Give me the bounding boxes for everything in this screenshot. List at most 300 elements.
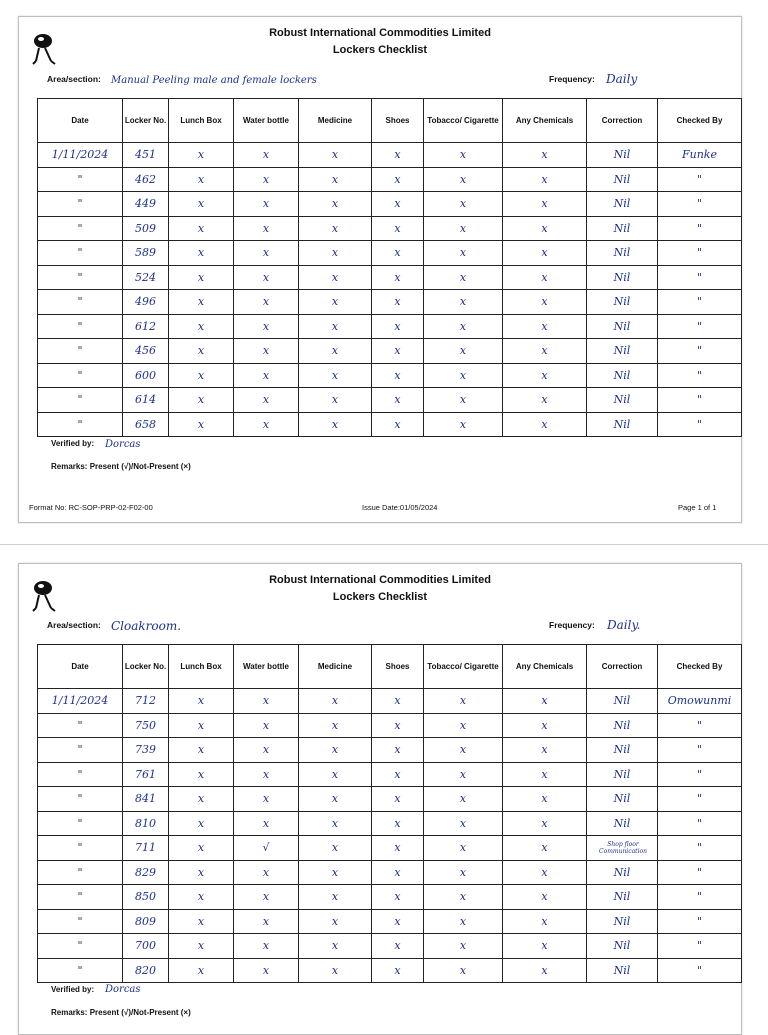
cell-checked-by: " — [658, 314, 742, 339]
column-header-correction: Correction — [587, 645, 658, 689]
cell-shoes: x — [372, 885, 424, 910]
cell-water-bottle: x — [234, 909, 299, 934]
cell-date: " — [38, 363, 123, 388]
cell-shoes: x — [372, 216, 424, 241]
column-header-medicine: Medicine — [299, 645, 372, 689]
table-row — [38, 241, 742, 266]
cell-correction: Nil — [587, 143, 658, 168]
column-header-tobacco: Tobacco/ Cigarette — [424, 645, 503, 689]
cell-correction: Nil — [587, 167, 658, 192]
cell-shoes: x — [372, 860, 424, 885]
cell-date: " — [38, 958, 123, 983]
cell-lunch-box: x — [169, 314, 234, 339]
cell-tobacco: x — [424, 314, 503, 339]
column-header-medicine: Medicine — [299, 99, 372, 143]
table-body — [38, 143, 742, 437]
cell-date: 1/11/2024 — [38, 143, 123, 168]
cell-chemicals: x — [503, 836, 587, 861]
cell-water-bottle: x — [234, 934, 299, 959]
cell-chemicals: x — [503, 216, 587, 241]
cell-locker-no: 761 — [123, 762, 169, 787]
table-header-row — [38, 99, 742, 143]
table-row — [38, 363, 742, 388]
cell-water-bottle: x — [234, 713, 299, 738]
table-row — [38, 192, 742, 217]
cell-date: " — [38, 787, 123, 812]
cell-checked-by: " — [658, 934, 742, 959]
cell-locker-no: 509 — [123, 216, 169, 241]
cell-checked-by: Omowunmi — [658, 689, 742, 714]
cell-date: " — [38, 167, 123, 192]
cell-locker-no: 456 — [123, 339, 169, 364]
cell-medicine: x — [299, 216, 372, 241]
cell-correction: Nil — [587, 762, 658, 787]
cell-date: " — [38, 738, 123, 763]
frequency-value: Daily. — [607, 618, 641, 632]
cell-lunch-box: x — [169, 909, 234, 934]
cell-shoes: x — [372, 787, 424, 812]
cell-lunch-box: x — [169, 388, 234, 413]
cell-tobacco: x — [424, 192, 503, 217]
area-label: Area/section: — [47, 74, 101, 84]
cell-shoes: x — [372, 167, 424, 192]
cell-date: " — [38, 885, 123, 910]
cell-date: " — [38, 762, 123, 787]
cell-date: " — [38, 314, 123, 339]
cell-water-bottle: x — [234, 167, 299, 192]
cell-correction: Nil — [587, 363, 658, 388]
page-number: Page 1 of 1 — [678, 503, 717, 512]
cell-shoes: x — [372, 388, 424, 413]
cell-tobacco: x — [424, 836, 503, 861]
cell-water-bottle: x — [234, 339, 299, 364]
cell-checked-by: " — [658, 339, 742, 364]
cell-shoes: x — [372, 811, 424, 836]
column-header-locker-no: Locker No. — [123, 645, 169, 689]
cell-chemicals: x — [503, 713, 587, 738]
cell-shoes: x — [372, 836, 424, 861]
cell-shoes: x — [372, 689, 424, 714]
cell-water-bottle: x — [234, 388, 299, 413]
cell-tobacco: x — [424, 290, 503, 315]
table-row — [38, 836, 742, 861]
column-header-shoes: Shoes — [372, 99, 424, 143]
frequency-value: Daily — [606, 72, 638, 86]
cell-chemicals: x — [503, 241, 587, 266]
cell-correction: Nil — [587, 909, 658, 934]
cell-tobacco: x — [424, 787, 503, 812]
cell-chemicals: x — [503, 811, 587, 836]
cell-correction: Nil — [587, 290, 658, 315]
cell-checked-by: " — [658, 192, 742, 217]
cell-medicine: x — [299, 713, 372, 738]
cell-water-bottle: x — [234, 885, 299, 910]
table-body — [38, 689, 742, 983]
verified-label: Verified by: — [51, 439, 95, 448]
cell-checked-by: " — [658, 167, 742, 192]
cell-correction: Nil — [587, 738, 658, 763]
cell-water-bottle: x — [234, 216, 299, 241]
cell-lunch-box: x — [169, 363, 234, 388]
cell-correction: Nil — [587, 192, 658, 217]
locker-checklist-table — [37, 644, 742, 983]
cell-checked-by: " — [658, 958, 742, 983]
checklist-sheet-1 — [18, 16, 742, 523]
cell-correction: Nil — [587, 860, 658, 885]
locker-checklist-table — [37, 98, 742, 437]
table-row — [38, 958, 742, 983]
cell-date: " — [38, 290, 123, 315]
cell-correction: Nil — [587, 388, 658, 413]
cell-locker-no: 658 — [123, 412, 169, 437]
cell-lunch-box: x — [169, 689, 234, 714]
table-row — [38, 885, 742, 910]
cell-locker-no: 589 — [123, 241, 169, 266]
cell-tobacco: x — [424, 811, 503, 836]
table-row — [38, 762, 742, 787]
cell-shoes: x — [372, 265, 424, 290]
cell-water-bottle: x — [234, 363, 299, 388]
cell-medicine: x — [299, 811, 372, 836]
column-header-lunch-box: Lunch Box — [169, 645, 234, 689]
table-row — [38, 860, 742, 885]
cell-shoes: x — [372, 412, 424, 437]
cell-date: " — [38, 836, 123, 861]
cell-water-bottle: x — [234, 958, 299, 983]
cell-checked-by: " — [658, 787, 742, 812]
cell-date: " — [38, 412, 123, 437]
cell-water-bottle: x — [234, 811, 299, 836]
issue-date: Issue Date:01/05/2024 — [362, 503, 438, 512]
cell-correction: Nil — [587, 339, 658, 364]
column-header-lunch-box: Lunch Box — [169, 99, 234, 143]
cell-date: " — [38, 934, 123, 959]
cell-medicine: x — [299, 265, 372, 290]
cell-shoes: x — [372, 934, 424, 959]
cell-shoes: x — [372, 143, 424, 168]
cell-correction: Nil — [587, 314, 658, 339]
cell-lunch-box: x — [169, 713, 234, 738]
cell-checked-by: " — [658, 241, 742, 266]
area-value: Cloakroom. — [111, 619, 182, 633]
cell-water-bottle: x — [234, 241, 299, 266]
table-row — [38, 216, 742, 241]
cell-checked-by: " — [658, 738, 742, 763]
cell-chemicals: x — [503, 885, 587, 910]
cell-correction: Nil — [587, 713, 658, 738]
cell-locker-no: 850 — [123, 885, 169, 910]
cell-water-bottle: √ — [234, 836, 299, 861]
cell-chemicals: x — [503, 787, 587, 812]
sheet-title: Lockers Checklist — [332, 44, 428, 56]
cell-lunch-box: x — [169, 290, 234, 315]
cell-locker-no: 451 — [123, 143, 169, 168]
cell-chemicals: x — [503, 958, 587, 983]
cell-locker-no: 810 — [123, 811, 169, 836]
verified-signature: Dorcas — [105, 984, 141, 995]
cell-tobacco: x — [424, 167, 503, 192]
cell-checked-by: " — [658, 713, 742, 738]
column-header-date: Date — [38, 99, 123, 143]
cell-locker-no: 449 — [123, 192, 169, 217]
cell-tobacco: x — [424, 762, 503, 787]
cell-lunch-box: x — [169, 836, 234, 861]
cell-tobacco: x — [424, 363, 503, 388]
format-number: Format No: RC-SOP-PRP-02-F02-00 — [29, 503, 153, 512]
table-row — [38, 412, 742, 437]
cell-shoes: x — [372, 192, 424, 217]
cell-locker-no: 750 — [123, 713, 169, 738]
cell-chemicals: x — [503, 339, 587, 364]
column-header-locker-no: Locker No. — [123, 99, 169, 143]
cell-locker-no: 841 — [123, 787, 169, 812]
cell-shoes: x — [372, 363, 424, 388]
table-row — [38, 787, 742, 812]
column-header-chemicals: Any Chemicals — [503, 99, 587, 143]
cell-locker-no: 614 — [123, 388, 169, 413]
cell-tobacco: x — [424, 689, 503, 714]
cell-date: " — [38, 713, 123, 738]
cell-tobacco: x — [424, 934, 503, 959]
table-row — [38, 265, 742, 290]
cell-checked-by: " — [658, 388, 742, 413]
area-label: Area/section: — [47, 620, 101, 630]
verified-signature: Dorcas — [105, 439, 141, 450]
cell-shoes: x — [372, 339, 424, 364]
cell-lunch-box: x — [169, 958, 234, 983]
cell-medicine: x — [299, 934, 372, 959]
cell-checked-by: " — [658, 836, 742, 861]
table-row — [38, 143, 742, 168]
cell-date: " — [38, 811, 123, 836]
cell-water-bottle: x — [234, 762, 299, 787]
cell-chemicals: x — [503, 689, 587, 714]
cell-date: " — [38, 241, 123, 266]
cell-lunch-box: x — [169, 885, 234, 910]
cell-checked-by: " — [658, 363, 742, 388]
cell-correction: Nil — [587, 885, 658, 910]
cell-chemicals: x — [503, 934, 587, 959]
cell-date: " — [38, 860, 123, 885]
cell-shoes: x — [372, 713, 424, 738]
cell-correction: Nil — [587, 958, 658, 983]
company-name: Robust International Commodities Limited — [269, 574, 491, 586]
table-row — [38, 934, 742, 959]
cell-correction: Nil — [587, 934, 658, 959]
cell-correction: Nil — [587, 241, 658, 266]
cell-lunch-box: x — [169, 934, 234, 959]
cell-date: " — [38, 192, 123, 217]
cell-medicine: x — [299, 167, 372, 192]
table-row — [38, 909, 742, 934]
cell-locker-no: 612 — [123, 314, 169, 339]
cell-correction: Nil — [587, 689, 658, 714]
cell-tobacco: x — [424, 388, 503, 413]
column-header-shoes: Shoes — [372, 645, 424, 689]
table-header-row — [38, 645, 742, 689]
cell-medicine: x — [299, 290, 372, 315]
cell-correction: Nil — [587, 412, 658, 437]
cell-tobacco: x — [424, 339, 503, 364]
cell-correction: Nil — [587, 787, 658, 812]
cell-locker-no: 496 — [123, 290, 169, 315]
cell-correction: Nil — [587, 811, 658, 836]
cell-correction: Shop floor Communication — [587, 836, 658, 861]
cell-chemicals: x — [503, 192, 587, 217]
cell-water-bottle: x — [234, 265, 299, 290]
cell-medicine: x — [299, 958, 372, 983]
column-header-water-bottle: Water bottle — [234, 645, 299, 689]
column-header-chemicals: Any Chemicals — [503, 645, 587, 689]
cell-correction: Nil — [587, 216, 658, 241]
cell-lunch-box: x — [169, 192, 234, 217]
cell-tobacco: x — [424, 860, 503, 885]
cell-lunch-box: x — [169, 762, 234, 787]
cell-locker-no: 820 — [123, 958, 169, 983]
cell-medicine: x — [299, 860, 372, 885]
cell-date: " — [38, 339, 123, 364]
cell-lunch-box: x — [169, 143, 234, 168]
cell-locker-no: 712 — [123, 689, 169, 714]
cell-chemicals: x — [503, 167, 587, 192]
cell-chemicals: x — [503, 363, 587, 388]
table-row — [38, 290, 742, 315]
cell-tobacco: x — [424, 143, 503, 168]
table-row — [38, 388, 742, 413]
cell-lunch-box: x — [169, 339, 234, 364]
cell-tobacco: x — [424, 738, 503, 763]
company-name: Robust International Commodities Limited — [269, 27, 491, 39]
cell-lunch-box: x — [169, 787, 234, 812]
cell-medicine: x — [299, 339, 372, 364]
cell-date: " — [38, 216, 123, 241]
cell-checked-by: " — [658, 811, 742, 836]
cell-locker-no: 700 — [123, 934, 169, 959]
cell-chemicals: x — [503, 412, 587, 437]
cell-medicine: x — [299, 689, 372, 714]
cell-lunch-box: x — [169, 412, 234, 437]
cell-tobacco: x — [424, 713, 503, 738]
cell-shoes: x — [372, 738, 424, 763]
cell-locker-no: 809 — [123, 909, 169, 934]
cell-chemicals: x — [503, 265, 587, 290]
table-row — [38, 811, 742, 836]
cell-locker-no: 462 — [123, 167, 169, 192]
cell-shoes: x — [372, 290, 424, 315]
column-header-water-bottle: Water bottle — [234, 99, 299, 143]
column-header-checked-by: Checked By — [658, 99, 742, 143]
cell-lunch-box: x — [169, 167, 234, 192]
cell-chemicals: x — [503, 762, 587, 787]
cell-tobacco: x — [424, 216, 503, 241]
cell-medicine: x — [299, 885, 372, 910]
cell-medicine: x — [299, 412, 372, 437]
cell-checked-by: " — [658, 216, 742, 241]
cell-medicine: x — [299, 787, 372, 812]
cell-checked-by: " — [658, 290, 742, 315]
cell-medicine: x — [299, 192, 372, 217]
cell-date: " — [38, 388, 123, 413]
cell-checked-by: " — [658, 909, 742, 934]
cell-checked-by: " — [658, 860, 742, 885]
cell-medicine: x — [299, 241, 372, 266]
table-row — [38, 339, 742, 364]
cell-tobacco: x — [424, 958, 503, 983]
cell-chemicals: x — [503, 860, 587, 885]
column-header-date: Date — [38, 645, 123, 689]
cell-water-bottle: x — [234, 787, 299, 812]
cell-water-bottle: x — [234, 689, 299, 714]
cell-locker-no: 829 — [123, 860, 169, 885]
cell-water-bottle: x — [234, 738, 299, 763]
table-row — [38, 689, 742, 714]
cell-water-bottle: x — [234, 192, 299, 217]
cell-medicine: x — [299, 738, 372, 763]
cell-chemicals: x — [503, 314, 587, 339]
cell-medicine: x — [299, 143, 372, 168]
remarks-note: Remarks: Present (√)/Not-Present (×) — [51, 1008, 191, 1017]
cell-date: " — [38, 909, 123, 934]
cell-medicine: x — [299, 314, 372, 339]
cell-tobacco: x — [424, 241, 503, 266]
cell-chemicals: x — [503, 909, 587, 934]
column-header-correction: Correction — [587, 99, 658, 143]
cell-checked-by: " — [658, 412, 742, 437]
frequency-label: Frequency: — [549, 620, 595, 630]
cell-checked-by: Funke — [658, 143, 742, 168]
cell-tobacco: x — [424, 412, 503, 437]
cell-medicine: x — [299, 909, 372, 934]
cell-lunch-box: x — [169, 738, 234, 763]
page-divider — [0, 544, 768, 545]
cell-locker-no: 711 — [123, 836, 169, 861]
cell-date: " — [38, 265, 123, 290]
cell-lunch-box: x — [169, 241, 234, 266]
cell-shoes: x — [372, 909, 424, 934]
cell-chemicals: x — [503, 290, 587, 315]
cell-lunch-box: x — [169, 811, 234, 836]
table-row — [38, 738, 742, 763]
cell-chemicals: x — [503, 388, 587, 413]
cell-water-bottle: x — [234, 412, 299, 437]
area-value: Manual Peeling male and female lockers — [111, 75, 317, 86]
cell-water-bottle: x — [234, 143, 299, 168]
cell-shoes: x — [372, 314, 424, 339]
cell-checked-by: " — [658, 265, 742, 290]
cell-shoes: x — [372, 958, 424, 983]
cell-medicine: x — [299, 388, 372, 413]
cell-medicine: x — [299, 363, 372, 388]
verified-label: Verified by: — [51, 985, 95, 994]
cell-checked-by: " — [658, 885, 742, 910]
cell-water-bottle: x — [234, 860, 299, 885]
cell-locker-no: 600 — [123, 363, 169, 388]
cell-date: 1/11/2024 — [38, 689, 123, 714]
column-header-tobacco: Tobacco/ Cigarette — [424, 99, 503, 143]
cell-chemicals: x — [503, 143, 587, 168]
table-row — [38, 713, 742, 738]
cell-correction: Nil — [587, 265, 658, 290]
sheet-title: Lockers Checklist — [332, 591, 428, 603]
cell-locker-no: 739 — [123, 738, 169, 763]
table-row — [38, 167, 742, 192]
cell-medicine: x — [299, 836, 372, 861]
cell-shoes: x — [372, 762, 424, 787]
remarks-note: Remarks: Present (√)/Not-Present (×) — [51, 462, 191, 471]
cell-shoes: x — [372, 241, 424, 266]
table-row — [38, 314, 742, 339]
cell-tobacco: x — [424, 885, 503, 910]
